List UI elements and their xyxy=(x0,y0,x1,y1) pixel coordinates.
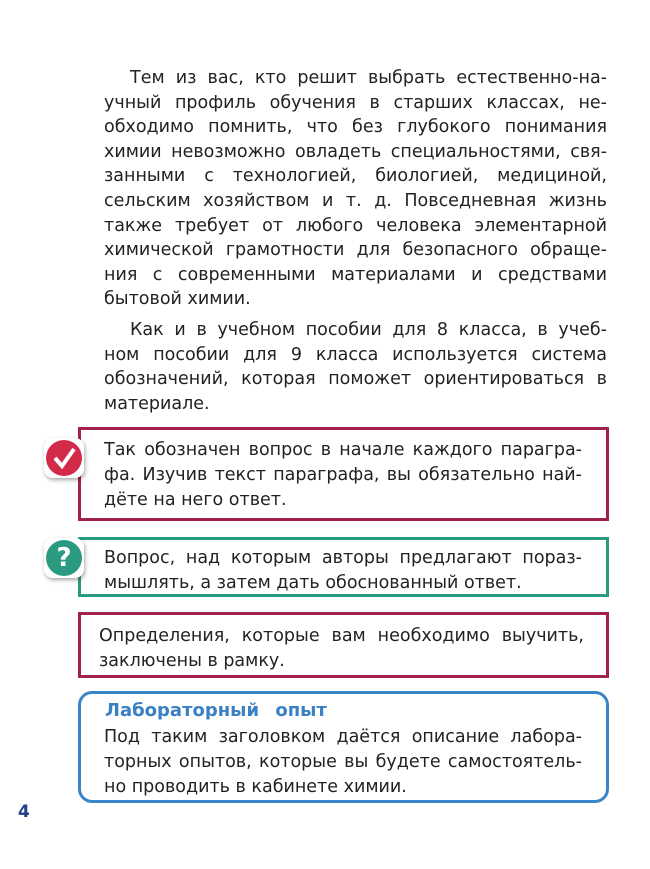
question-mark-icon xyxy=(44,538,84,578)
text-line: Определения, которые вам необходимо выучить, xyxy=(99,626,584,646)
text-line: Под таким заголовком даётся описание лабора- xyxy=(104,727,582,747)
text-line: химии невозможно овладеть специальностями, свя- xyxy=(104,141,607,162)
lab-experiment-title: Лабораторный опыт xyxy=(105,700,327,721)
text-line: но проводить в кабинете химии. xyxy=(104,776,407,797)
page-number: 4 xyxy=(18,802,30,822)
text-line: мышлять, а затем дать обоснованный ответ. xyxy=(104,572,522,593)
text-line: обходимо помнить, что без глубокого понимания xyxy=(104,117,607,138)
text-line: ном пособии для 9 класса используется система xyxy=(104,344,607,365)
text-line: Как и в учебном пособии для 8 класса, в учеб- xyxy=(130,320,607,340)
text-line: дёте на него ответ. xyxy=(104,489,287,510)
text-line: Тем из вас, кто решит выбрать естественно-на- xyxy=(130,68,607,88)
text-line: химической грамотности для безопасного обраще- xyxy=(104,240,607,261)
text-line: занными с технологией, биологией, медициной, xyxy=(104,166,607,187)
text-line: ния с современными материалами и средствами xyxy=(104,264,607,285)
checkmark-icon xyxy=(44,438,84,478)
text-line: Вопрос, над которым авторы предлагают пораз- xyxy=(104,548,582,568)
text-line: учный профиль обучения в старших классах, не- xyxy=(104,92,607,113)
text-line: бытовой химии. xyxy=(104,289,251,310)
text-line: фа. Изучив текст параграфа, вы обязательно най- xyxy=(104,464,582,485)
question-mark-glyph: ? xyxy=(46,540,82,576)
text-line: также требует от любого человека элементарной xyxy=(104,215,607,236)
text-line: обозначений, которая поможет ориентироваться в xyxy=(104,369,607,390)
text-line: торных опытов, которые вы будете самостоятель- xyxy=(104,751,582,772)
text-line: материале. xyxy=(104,393,210,414)
text-line: сельским хозяйством и т. д. Повседневная жизнь xyxy=(104,191,607,211)
text-line: Так обозначен вопрос в начале каждого парагра- xyxy=(104,440,582,460)
text-line: заключены в рамку. xyxy=(99,650,285,671)
